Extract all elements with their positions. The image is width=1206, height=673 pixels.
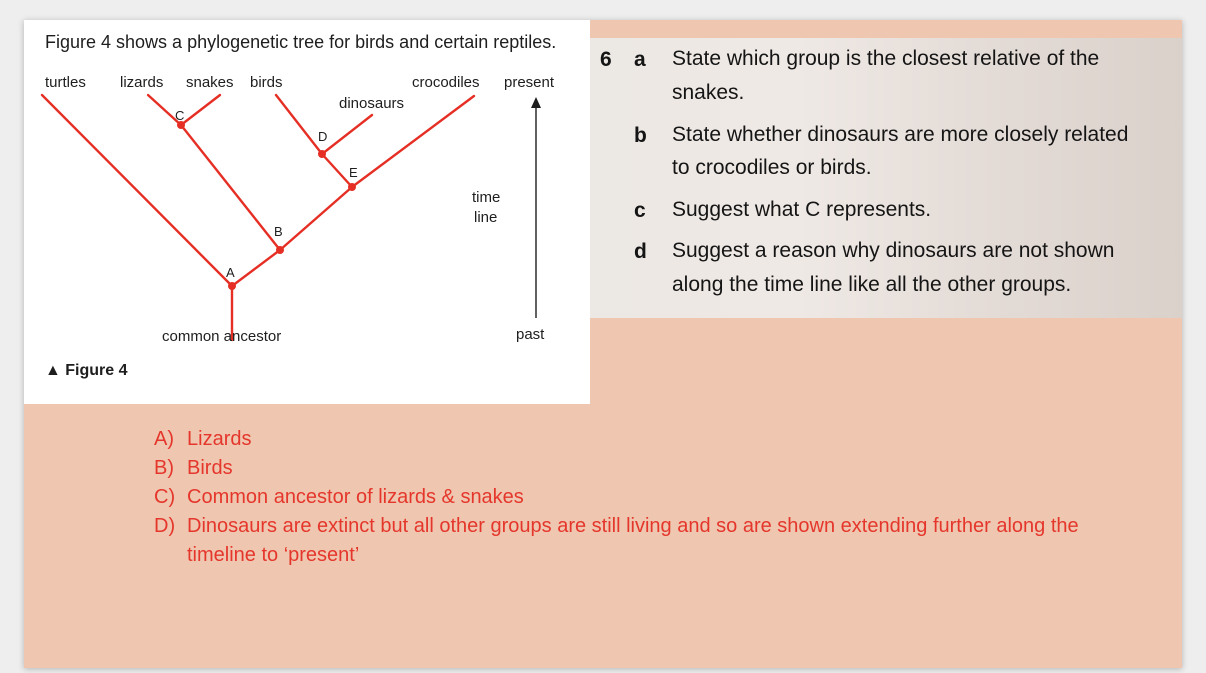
branch-dinosaurs <box>322 115 372 154</box>
part-d-line-2: along the time line like all the other groups. <box>672 273 1072 296</box>
label-snakes: snakes <box>186 74 234 91</box>
answer-c-letter: C) <box>154 486 176 508</box>
node-e-dot <box>348 183 356 191</box>
part-d-line-1: Suggest a reason why dinosaurs are not shown <box>672 239 1115 262</box>
node-label-a: A <box>226 265 235 280</box>
label-lizards: lizards <box>120 74 164 91</box>
branch-turtles <box>42 95 232 286</box>
node-b-dot <box>276 246 284 254</box>
part-a-line-1: State which group is the closest relative of the <box>672 47 1100 70</box>
part-c-line-1: Suggest what C represents. <box>672 198 932 221</box>
figure-title: Figure 4 shows a phylogenetic tree for birds and certain reptiles. <box>45 32 557 52</box>
part-c-letter: c <box>634 199 646 222</box>
answer-b <box>154 454 1144 483</box>
answer-b-text: Birds <box>187 457 233 479</box>
branch-birds <box>276 95 322 154</box>
branch-snakes <box>181 95 220 125</box>
node-label-d: D <box>318 129 328 144</box>
answer-d-letter: D) <box>154 515 176 537</box>
figure-panel <box>24 20 590 404</box>
part-b-letter: b <box>634 124 647 147</box>
branch-e-to-d <box>322 154 352 187</box>
part-d-letter: d <box>634 240 647 263</box>
node-label-b: B <box>274 224 283 239</box>
answer-a-letter: A) <box>154 428 174 450</box>
node-label-e: E <box>349 165 358 180</box>
label-line: line <box>474 209 498 226</box>
label-birds: birds <box>250 74 283 91</box>
label-dinosaurs: dinosaurs <box>339 95 405 112</box>
label-past: past <box>516 326 545 343</box>
answer-b-letter: B) <box>154 457 174 479</box>
part-b-line-2: to crocodiles or birds. <box>672 156 872 179</box>
branch-b-to-c <box>181 125 280 250</box>
branch-b-to-e <box>280 187 352 250</box>
node-label-c: C <box>175 108 185 123</box>
branch-a-to-b <box>232 250 280 286</box>
label-turtles: turtles <box>45 74 86 91</box>
part-b-line-1: State whether dinosaurs are more closely related <box>672 123 1129 146</box>
time-line-arrowhead <box>531 97 541 108</box>
label-crocodiles: crocodiles <box>412 74 480 91</box>
answer-d-text: Dinosaurs are extinct but all other groups are still living and so are shown extending further along the timeline to ‘present’ <box>187 515 1079 566</box>
answer-a <box>154 425 1144 454</box>
part-a-line-2: snakes. <box>672 81 745 104</box>
question-number: 6 <box>600 48 612 71</box>
figure-caption: ▲ Figure 4 <box>45 362 128 379</box>
question-panel <box>590 38 1182 318</box>
slide <box>24 20 1182 668</box>
label-common-ancestor: common ancestor <box>162 328 282 345</box>
label-present: present <box>504 74 555 91</box>
answer-d <box>154 512 1144 570</box>
part-a-letter: a <box>634 48 646 71</box>
node-a-dot <box>228 282 236 290</box>
answer-c <box>154 483 1144 512</box>
answer-c-text: Common ancestor of lizards & snakes <box>187 486 524 508</box>
answers-list <box>154 425 1144 570</box>
node-d-dot <box>318 150 326 158</box>
answer-a-text: Lizards <box>187 428 252 450</box>
label-time: time <box>472 189 501 206</box>
